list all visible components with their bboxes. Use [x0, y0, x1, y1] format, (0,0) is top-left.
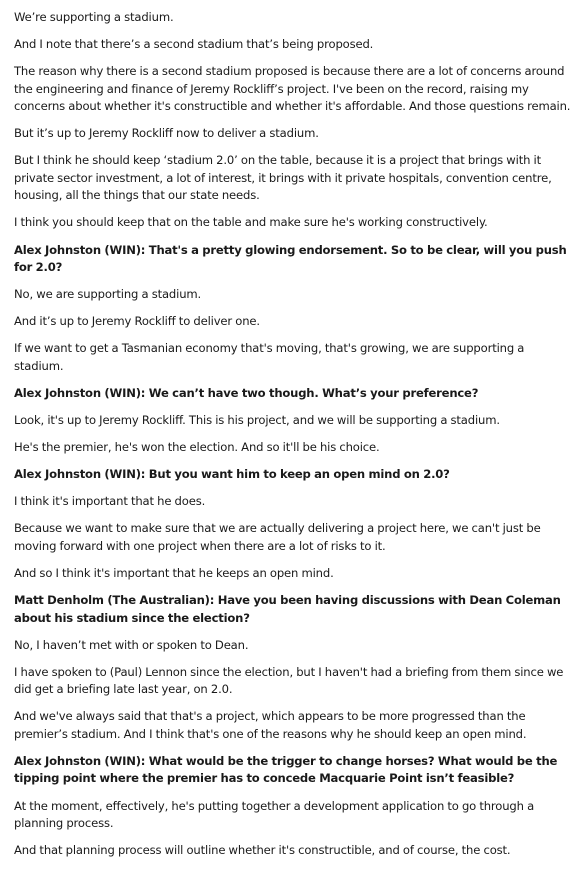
answer-paragraph: Because we want to make sure that we are actually delivering a project here, we can't just be moving forward with one project when there are a lot of risks to it.	[14, 521, 541, 553]
answer-paragraph: And we've always said that that's a project, which appears to be more progressed than the premier’s stadium. And I think that's one of the reasons why he should keep an open mind.	[14, 709, 527, 741]
answer-paragraph: I have spoken to (Paul) Lennon since the election, but I haven't had a briefing from them since we did get a briefing late last year, on 2.0.	[14, 664, 564, 697]
answer-paragraph: We’re supporting a stadium.	[14, 10, 174, 24]
answer-paragraph: He's the premier, he's won the election. And so it'll be his choice.	[14, 440, 380, 455]
answer-paragraph: And I note that there’s a second stadium that’s being proposed.	[14, 37, 374, 52]
transcript-document	[14, 9, 574, 869]
answer-paragraph: I think it's important that he does.	[14, 494, 206, 509]
question-paragraph: Alex Johnston (WIN): But you want him to keep an open mind on 2.0?	[14, 467, 450, 482]
answer-paragraph: The reason why there is a second stadium proposed is because there are a lot of concerns around the engineering and finance of Jeremy Rockliff’s project. I've been on the record, raising my concerns about whether it's constructible and whether it's affordable. And those questions remain.	[14, 64, 571, 114]
answer-paragraph: And so I think it's important that he keeps an open mind.	[14, 566, 334, 580]
question-paragraph: Matt Denholm (The Australian): Have you been having discussions with Dean Coleman about his stadium since the election?	[14, 593, 561, 625]
answer-paragraph: If we want to get a Tasmanian economy that's moving, that's growing, we are supporting a stadium.	[14, 341, 525, 373]
answer-paragraph: And it’s up to Jeremy Rockliff to deliver one.	[14, 314, 260, 329]
answer-paragraph: Look, it's up to Jeremy Rockliff. This is his project, and we will be supporting a stadium.	[14, 413, 500, 428]
answer-paragraph: And that planning process will outline whether it's constructible, and of course, the cost.	[14, 843, 511, 858]
answer-paragraph: I think you should keep that on the table and make sure he's working constructively.	[14, 215, 488, 230]
answer-paragraph: But I think he should keep ‘stadium 2.0’ on the table, because it is a project that brings with it private sector investment, a lot of interest, it brings with it private hospitals, convention centre, housing, all the things that our state needs.	[14, 153, 552, 203]
answer-paragraph: But it’s up to Jeremy Rockliff now to deliver a stadium.	[14, 126, 319, 141]
answer-paragraph: No, I haven’t met with or spoken to Dean.	[14, 637, 249, 652]
question-paragraph: Alex Johnston (WIN): That's a pretty glowing endorsement. So to be clear, will you push for 2.0?	[14, 242, 567, 275]
question-paragraph: Alex Johnston (WIN): We can’t have two though. What’s your preference?	[14, 385, 479, 400]
question-paragraph: Alex Johnston (WIN): What would be the trigger to change horses? What would be the tipping point where the premier has to concede Macquarie Point isn’t feasible?	[14, 753, 558, 786]
answer-paragraph: No, we are supporting a stadium.	[14, 287, 202, 302]
answer-paragraph: At the moment, effectively, he's putting together a development application to go through a planning process.	[14, 798, 535, 831]
